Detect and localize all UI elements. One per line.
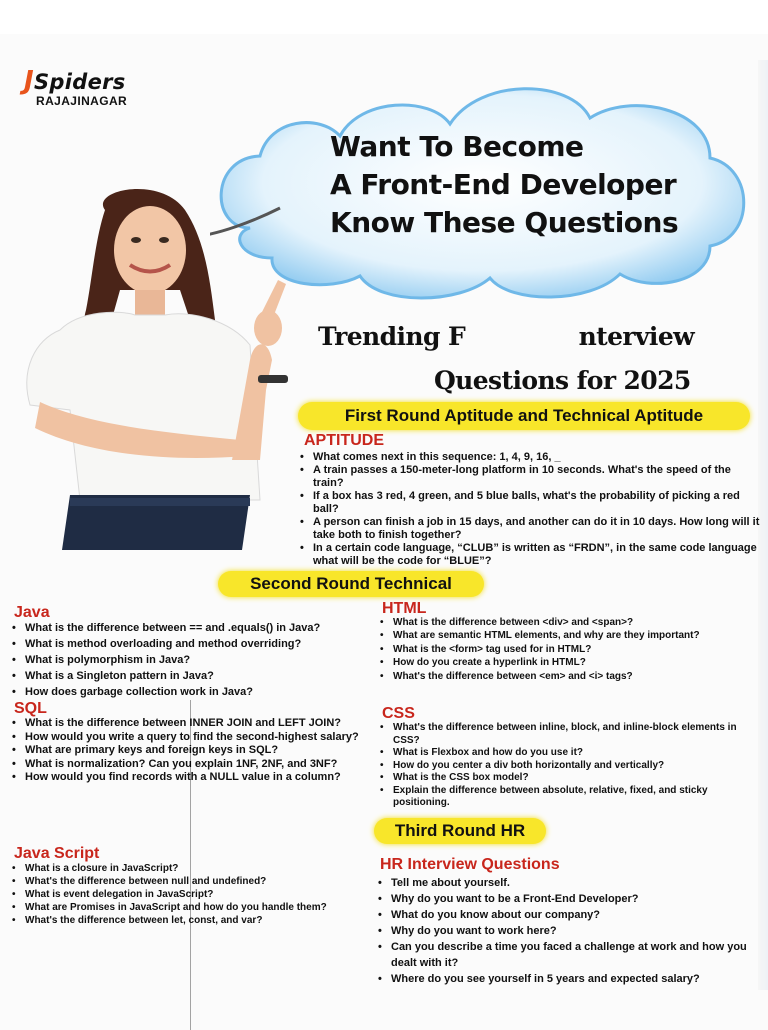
css-title: CSS bbox=[382, 705, 415, 722]
list-item: • Tell me about yourself. bbox=[378, 875, 758, 891]
subtitle-end: nterview bbox=[578, 322, 695, 351]
list-item: • What is the <form> tag used for in HTML? bbox=[380, 643, 760, 656]
brand-city: RAJAJINAGAR bbox=[36, 94, 128, 108]
list-item: • What is polymorphism in Java? bbox=[12, 652, 380, 668]
woman-photo bbox=[10, 170, 310, 550]
subtitle-line-2: Questions for 2025 bbox=[434, 366, 691, 395]
javascript-list bbox=[12, 862, 372, 927]
list-item: • How would you find records with a NULL value in a column? bbox=[12, 771, 368, 785]
list-item: • What is the CSS box model? bbox=[380, 772, 760, 785]
list-item: • How do you center a div both horizontally and vertically? bbox=[380, 760, 760, 773]
list-item: • What is event delegation in JavaScript? bbox=[12, 888, 372, 901]
html-list bbox=[380, 616, 760, 683]
list-item: • Why do you want to be a Front-End Developer? bbox=[378, 891, 758, 907]
list-item: • What comes next in this sequence: 1, 4, 9, 16, _ bbox=[300, 451, 762, 464]
hr-title: HR Interview Questions bbox=[380, 856, 560, 873]
java-list bbox=[12, 620, 380, 700]
list-item: • What are primary keys and foreign keys in SQL? bbox=[12, 744, 368, 758]
list-item: • Explain the difference between absolute, relative, fixed, and sticky positioning. bbox=[380, 785, 760, 810]
headline-line-2: A Front-End Developer bbox=[330, 168, 677, 201]
list-item: • How would you write a query to find the second-highest salary? bbox=[12, 731, 368, 745]
second-round-banner: Second Round Technical bbox=[218, 571, 484, 597]
brand-initial: J bbox=[24, 66, 34, 96]
list-item: • What are semantic HTML elements, and why are they important? bbox=[380, 629, 760, 642]
list-item: • What is Flexbox and how do you use it? bbox=[380, 747, 760, 760]
headline-line-1: Want To Become bbox=[330, 130, 584, 163]
css-list bbox=[380, 722, 760, 810]
list-item: • A train passes a 150-meter-long platform in 10 seconds. What's the speed of the train? bbox=[300, 464, 762, 490]
html-title: HTML bbox=[382, 600, 427, 617]
list-item: • What's the difference between inline, block, and inline-block elements in CSS? bbox=[380, 722, 760, 747]
list-item: • In a certain code language, “CLUB” is written as “FRDN”, in the same code language what will be the code for “BLUE”? bbox=[300, 542, 762, 568]
third-round-banner: Third Round HR bbox=[374, 818, 546, 844]
subtitle-start: Trending F bbox=[318, 322, 466, 351]
list-item: • What is a Singleton pattern in Java? bbox=[12, 668, 380, 684]
brand-name: Spiders bbox=[33, 70, 126, 94]
java-title: Java bbox=[14, 604, 50, 621]
list-item: • Can you describe a time you faced a challenge at work and how you dealt with it? bbox=[378, 939, 758, 971]
list-item: • What is normalization? Can you explain 1NF, 2NF, and 3NF? bbox=[12, 758, 368, 772]
list-item: • Where do you see yourself in 5 years and expected salary? bbox=[378, 971, 758, 987]
list-item: • What is the difference between <div> and <span>? bbox=[380, 616, 760, 629]
sql-title: SQL bbox=[14, 700, 47, 717]
list-item: • How does garbage collection work in Java? bbox=[12, 684, 380, 700]
headline-line-3: Know These Questions bbox=[330, 206, 679, 239]
top-margin bbox=[0, 0, 768, 34]
subtitle-obscured bbox=[465, 322, 578, 351]
hr-list bbox=[378, 875, 758, 987]
subtitle-line-1 bbox=[318, 322, 694, 351]
list-item: • Why do you want to work here? bbox=[378, 923, 758, 939]
list-item: • What is method overloading and method overriding? bbox=[12, 636, 380, 652]
list-item: • What are Promises in JavaScript and how do you handle them? bbox=[12, 901, 372, 914]
list-item: • What do you know about our company? bbox=[378, 907, 758, 923]
headline bbox=[330, 128, 678, 242]
list-item: • A person can finish a job in 15 days, and another can do it in 10 days. How long will it take both to finish together? bbox=[300, 516, 762, 542]
list-item: • What is a closure in JavaScript? bbox=[12, 862, 372, 875]
list-item: • If a box has 3 red, 4 green, and 5 blue balls, what's the probability of picking a red ball? bbox=[300, 490, 762, 516]
list-item: • What is the difference between == and .equals() in Java? bbox=[12, 620, 380, 636]
brand-wordmark bbox=[24, 66, 127, 96]
list-item: • What's the difference between let, const, and var? bbox=[12, 914, 372, 927]
aptitude-list bbox=[300, 451, 762, 568]
list-item: • What is the difference between INNER JOIN and LEFT JOIN? bbox=[12, 717, 368, 731]
javascript-title: Java Script bbox=[14, 845, 100, 862]
first-round-banner: First Round Aptitude and Technical Aptitude bbox=[298, 402, 750, 430]
list-item: • What's the difference between null and undefined? bbox=[12, 875, 372, 888]
list-item: • How do you create a hyperlink in HTML? bbox=[380, 656, 760, 669]
paper-fold-line bbox=[190, 700, 191, 1030]
aptitude-title: APTITUDE bbox=[304, 432, 384, 449]
brand-logo bbox=[24, 66, 127, 108]
list-item: • What's the difference between <em> and <i> tags? bbox=[380, 670, 760, 683]
